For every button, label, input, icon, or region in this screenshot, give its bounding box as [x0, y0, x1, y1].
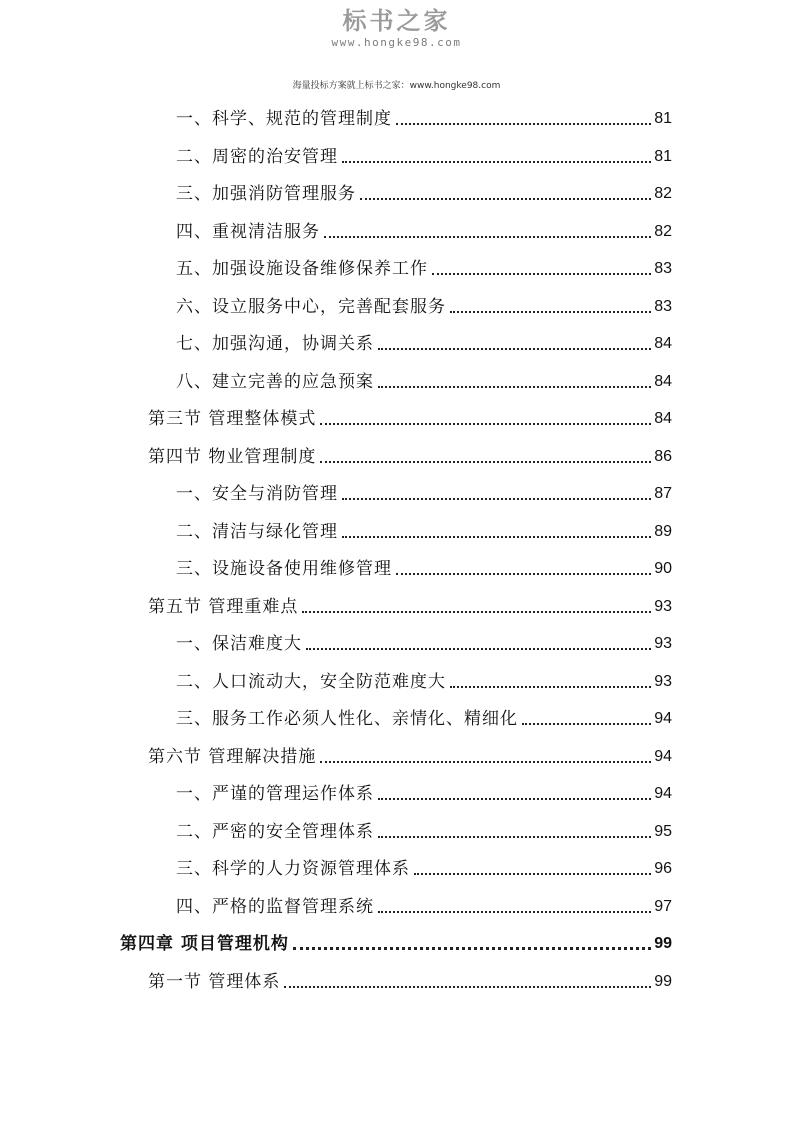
toc-entry[interactable]	[176, 325, 672, 355]
toc-entry-title: 第四章 项目管理机构	[120, 934, 289, 954]
toc-entry[interactable]	[176, 138, 672, 168]
toc-dot-leader	[378, 836, 651, 838]
toc-entry[interactable]	[148, 963, 672, 993]
toc-entry-title: 第一节 管理体系	[148, 971, 281, 992]
toc-entry-title: 七、加强沟通，协调关系	[176, 334, 374, 354]
toc-entry-page: 99	[654, 935, 672, 952]
toc-dot-leader	[320, 461, 651, 463]
toc-entry[interactable]	[148, 400, 672, 430]
toc-entry[interactable]	[176, 888, 672, 918]
toc-entry-title: 二、清洁与绿化管理	[176, 521, 338, 542]
toc-entry-title: 四、重视清洁服务	[176, 221, 320, 242]
toc-entry-title: 三、设施设备使用维修管理	[176, 559, 392, 579]
toc-entry-page: 95	[654, 822, 672, 840]
toc-entry-page: 84	[654, 372, 672, 390]
toc-entry[interactable]	[176, 775, 672, 805]
toc-entry-title: 一、安全与消防管理	[176, 484, 338, 504]
toc-entry-page: 83	[654, 260, 672, 277]
toc-entry-title: 二、周密的治安管理	[176, 146, 338, 167]
logo-url: www.hongke98.com	[331, 36, 462, 49]
toc-entry[interactable]	[148, 588, 672, 618]
toc-entry-title: 八、建立完善的应急预案	[176, 371, 374, 392]
toc-dot-leader	[432, 273, 651, 275]
toc-entry-title: 五、加强设施设备维修保养工作	[176, 259, 428, 279]
toc-dot-leader	[320, 423, 651, 425]
toc-entry-page: 94	[654, 747, 672, 765]
toc-entry-page: 89	[654, 522, 672, 540]
toc-entry-page: 82	[654, 222, 672, 240]
toc-dot-leader	[378, 386, 651, 388]
toc-dot-leader	[450, 686, 651, 688]
toc-entry-page: 93	[654, 597, 672, 615]
toc-dot-leader	[293, 947, 651, 950]
toc-entry[interactable]	[176, 813, 672, 843]
toc-entry[interactable]	[176, 363, 672, 393]
toc-entry[interactable]	[176, 850, 672, 880]
toc-entry-title: 第四节 物业管理制度	[148, 446, 317, 467]
toc-dot-leader	[360, 198, 651, 200]
toc-entry[interactable]	[176, 475, 672, 505]
toc-entry-page: 96	[654, 860, 672, 877]
toc-dot-leader	[342, 498, 651, 500]
toc-dot-leader	[378, 911, 651, 913]
toc-entry-title: 三、科学的人力资源管理体系	[176, 859, 410, 879]
toc-entry[interactable]	[120, 925, 672, 955]
toc-dot-leader	[450, 311, 651, 313]
toc-entry-title: 一、科学、规范的管理制度	[176, 109, 392, 129]
toc-entry-title: 第六节 管理解决措施	[148, 746, 317, 767]
toc-dot-leader	[414, 873, 651, 875]
toc-entry[interactable]	[176, 513, 672, 543]
toc-entry-page: 81	[654, 147, 672, 165]
toc-entry[interactable]	[176, 213, 672, 243]
toc-dot-leader	[342, 161, 651, 163]
header-note: 海量投标方案就上标书之家：www.hongke98.com	[292, 81, 501, 91]
toc-entry-title: 第三节 管理整体模式	[148, 409, 317, 429]
toc-entry-page: 83	[654, 297, 672, 315]
toc-dot-leader	[284, 986, 651, 988]
toc-dot-leader	[342, 536, 651, 538]
toc-entry[interactable]	[176, 175, 672, 205]
toc-entry[interactable]	[176, 250, 672, 280]
toc-entry[interactable]	[176, 700, 672, 730]
toc-entry-page: 81	[654, 110, 672, 127]
toc-entry-title: 二、严密的安全管理体系	[176, 821, 374, 842]
toc-dot-leader	[378, 798, 651, 800]
toc-dot-leader	[324, 236, 651, 238]
toc-entry-page: 93	[654, 635, 672, 652]
logo-text: 标书之家	[342, 6, 451, 35]
toc-entry-page: 87	[654, 485, 672, 502]
toc-dot-leader	[302, 611, 651, 613]
toc-entry[interactable]	[176, 288, 672, 318]
toc-entry-page: 99	[654, 972, 672, 990]
toc-entry-title: 一、保洁难度大	[176, 634, 302, 654]
toc-entry-page: 82	[654, 185, 672, 202]
toc-entry-page: 93	[654, 672, 672, 690]
toc-entry[interactable]	[176, 100, 672, 130]
toc-entry-page: 97	[654, 897, 672, 915]
toc-dot-leader	[320, 761, 651, 763]
toc-dot-leader	[396, 573, 651, 575]
toc-dot-leader	[396, 123, 651, 125]
site-logo	[0, 6, 793, 50]
toc-entry-page: 84	[654, 410, 672, 427]
toc-dot-leader	[378, 348, 651, 350]
toc-entry-page: 84	[654, 335, 672, 352]
toc-entry-page: 90	[654, 560, 672, 577]
toc-entry-title: 三、加强消防管理服务	[176, 184, 356, 204]
toc-dot-leader	[522, 723, 651, 725]
toc-entry[interactable]	[176, 663, 672, 693]
toc-entry-title: 第五节 管理重难点	[148, 596, 299, 617]
toc-entry[interactable]	[148, 438, 672, 468]
toc-entry-title: 四、严格的监督管理系统	[176, 896, 374, 917]
toc-entry-title: 二、人口流动大，安全防范难度大	[176, 671, 446, 692]
toc-entry-page: 86	[654, 447, 672, 465]
toc-entry-page: 94	[654, 710, 672, 727]
toc-entry[interactable]	[176, 550, 672, 580]
toc-entry[interactable]	[148, 738, 672, 768]
toc-entry-title: 一、严谨的管理运作体系	[176, 784, 374, 804]
toc-entry[interactable]	[176, 625, 672, 655]
toc-entry-title: 三、服务工作必须人性化、亲情化、精细化	[176, 709, 518, 729]
toc-entry-page: 94	[654, 785, 672, 802]
toc-dot-leader	[306, 648, 651, 650]
toc-entry-title: 六、设立服务中心，完善配套服务	[176, 296, 446, 317]
